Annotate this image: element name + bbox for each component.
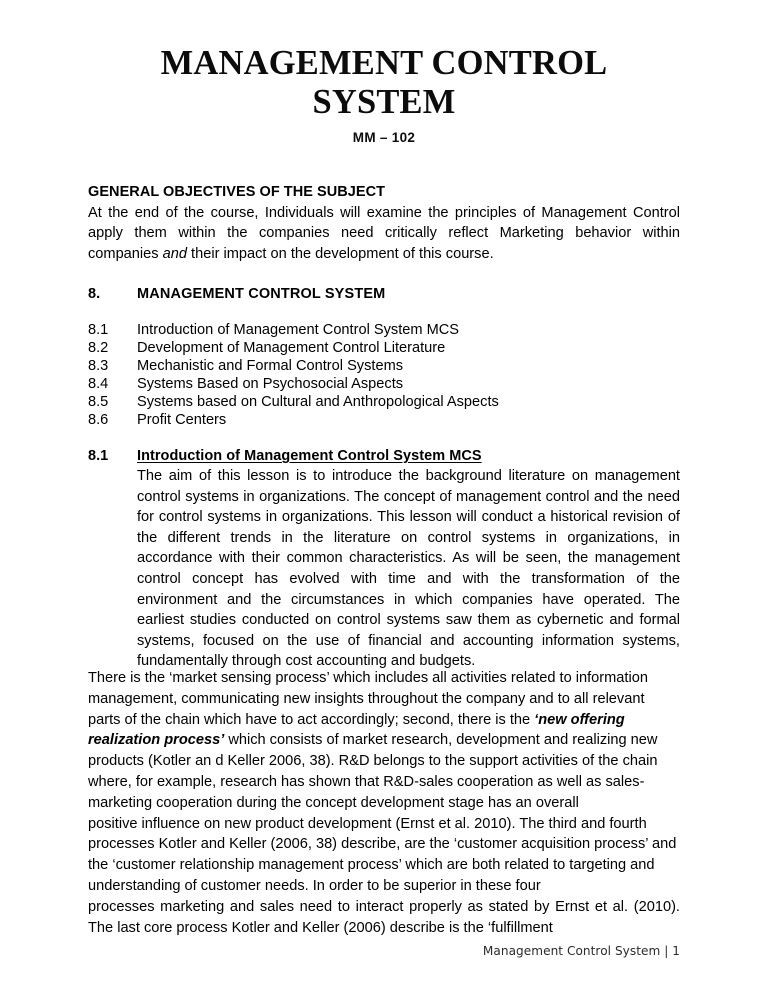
list-item bbox=[88, 322, 680, 340]
general-objectives-paragraph bbox=[88, 203, 680, 264]
list-item-number: 8.3 bbox=[88, 357, 109, 374]
closing-paragraph-1 bbox=[88, 668, 680, 814]
list-item-number: 8.2 bbox=[88, 339, 109, 356]
list-item-label: Mechanistic and Formal Control Systems bbox=[137, 357, 404, 374]
list-item bbox=[88, 376, 680, 394]
subsection-body bbox=[137, 466, 680, 672]
objectives-text-part2: their impact on the development of this course. bbox=[187, 245, 494, 262]
list-item-number: 8.1 bbox=[88, 322, 109, 338]
closing-emphasis-phrase: ‘new offering realization process’ bbox=[88, 711, 625, 749]
subsection-title: Introduction of Management Control System MCS bbox=[137, 448, 482, 464]
section-heading bbox=[88, 285, 680, 304]
closing-paragraph-2: positive influence on new product development (Ernst et al. 2010). The third and fourth processes Kotler and Keller (2006, 38) describe, are the ‘customer acquisition process’ and the ‘customer relationship management process’ which are both related to targeting and understanding of customer needs. In order to be superior in these four bbox=[88, 815, 677, 894]
list-item-number: 8.6 bbox=[88, 411, 109, 428]
list-item bbox=[88, 394, 680, 412]
closing-text-part1: There is the ‘market sensing process’ which includes all activities related to information management, communicating new insights throughout the company and to all relevant parts of the chain which have to act accordingly; second, there is the bbox=[88, 670, 648, 728]
list-item bbox=[88, 412, 680, 430]
subsection-list bbox=[88, 322, 680, 429]
subsection-paragraph: The aim of this lesson is to introduce the background literature on management control systems in organizations. The concept of management control and the need for control systems in organizations. This lesson will conduct a historical revision of the different trends in the literature on control systems in organizations, in accordance with their common characteristics. As will be seen, the management control concept has evolved with time and with the transformation of the environment and the circumstances in which companies have operated. The earliest studies conducted on control systems saw them as cybernetic and formal systems, focused on the use of financial and accounting information systems, fundamentally through cost accounting and budgets. bbox=[137, 468, 680, 670]
closing-text-block bbox=[88, 668, 680, 938]
subsection-number: 8.1 bbox=[88, 448, 109, 464]
list-item-label: Profit Centers bbox=[137, 411, 227, 428]
closing-text-part2: which consists of market research, development and realizing new products (Kotler an d Keller 2006, 38). R&D belongs to the support activities of the chain where, for example, research has shown that R&D-sales cooperation as well as sales-marketing cooperation during the concept development stage has an overall bbox=[88, 732, 658, 811]
subsection-8-1 bbox=[88, 447, 680, 672]
section-title: MANAGEMENT CONTROL SYSTEM bbox=[137, 286, 386, 302]
objectives-text-italic: and bbox=[162, 245, 187, 262]
subsection-heading bbox=[88, 447, 680, 466]
objectives-text-part1: At the end of the course, Individuals will examine the principles of Management Control apply them within the companies need critically reflect Marketing behavior within companies bbox=[88, 205, 680, 262]
page-footer: Management Control System | 1 bbox=[482, 944, 680, 958]
list-item bbox=[88, 358, 680, 376]
section-number: 8. bbox=[88, 286, 101, 302]
title-block bbox=[88, 44, 680, 147]
list-item-label: Systems based on Cultural and Anthropological Aspects bbox=[137, 393, 499, 410]
document-title: MANAGEMENT CONTROL SYSTEM bbox=[160, 44, 608, 121]
general-objectives-heading: GENERAL OBJECTIVES OF THE SUBJECT bbox=[88, 184, 386, 200]
list-item-label: Systems Based on Psychosocial Aspects bbox=[137, 375, 404, 392]
list-item bbox=[88, 340, 680, 358]
list-item-label: Introduction of Management Control System MCS bbox=[137, 322, 460, 338]
general-objectives-block bbox=[88, 183, 680, 264]
list-item-number: 8.5 bbox=[88, 393, 109, 410]
list-item-number: 8.4 bbox=[88, 375, 109, 392]
document-subtitle: MM – 102 bbox=[352, 130, 416, 145]
list-item-label: Development of Management Control Literature bbox=[137, 339, 446, 356]
closing-paragraph-3: processes marketing and sales need to interact properly as stated by Ernst et al. (2010). The last core process Kotler and Keller (2006) describe is the ‘fulfillment bbox=[88, 898, 680, 936]
